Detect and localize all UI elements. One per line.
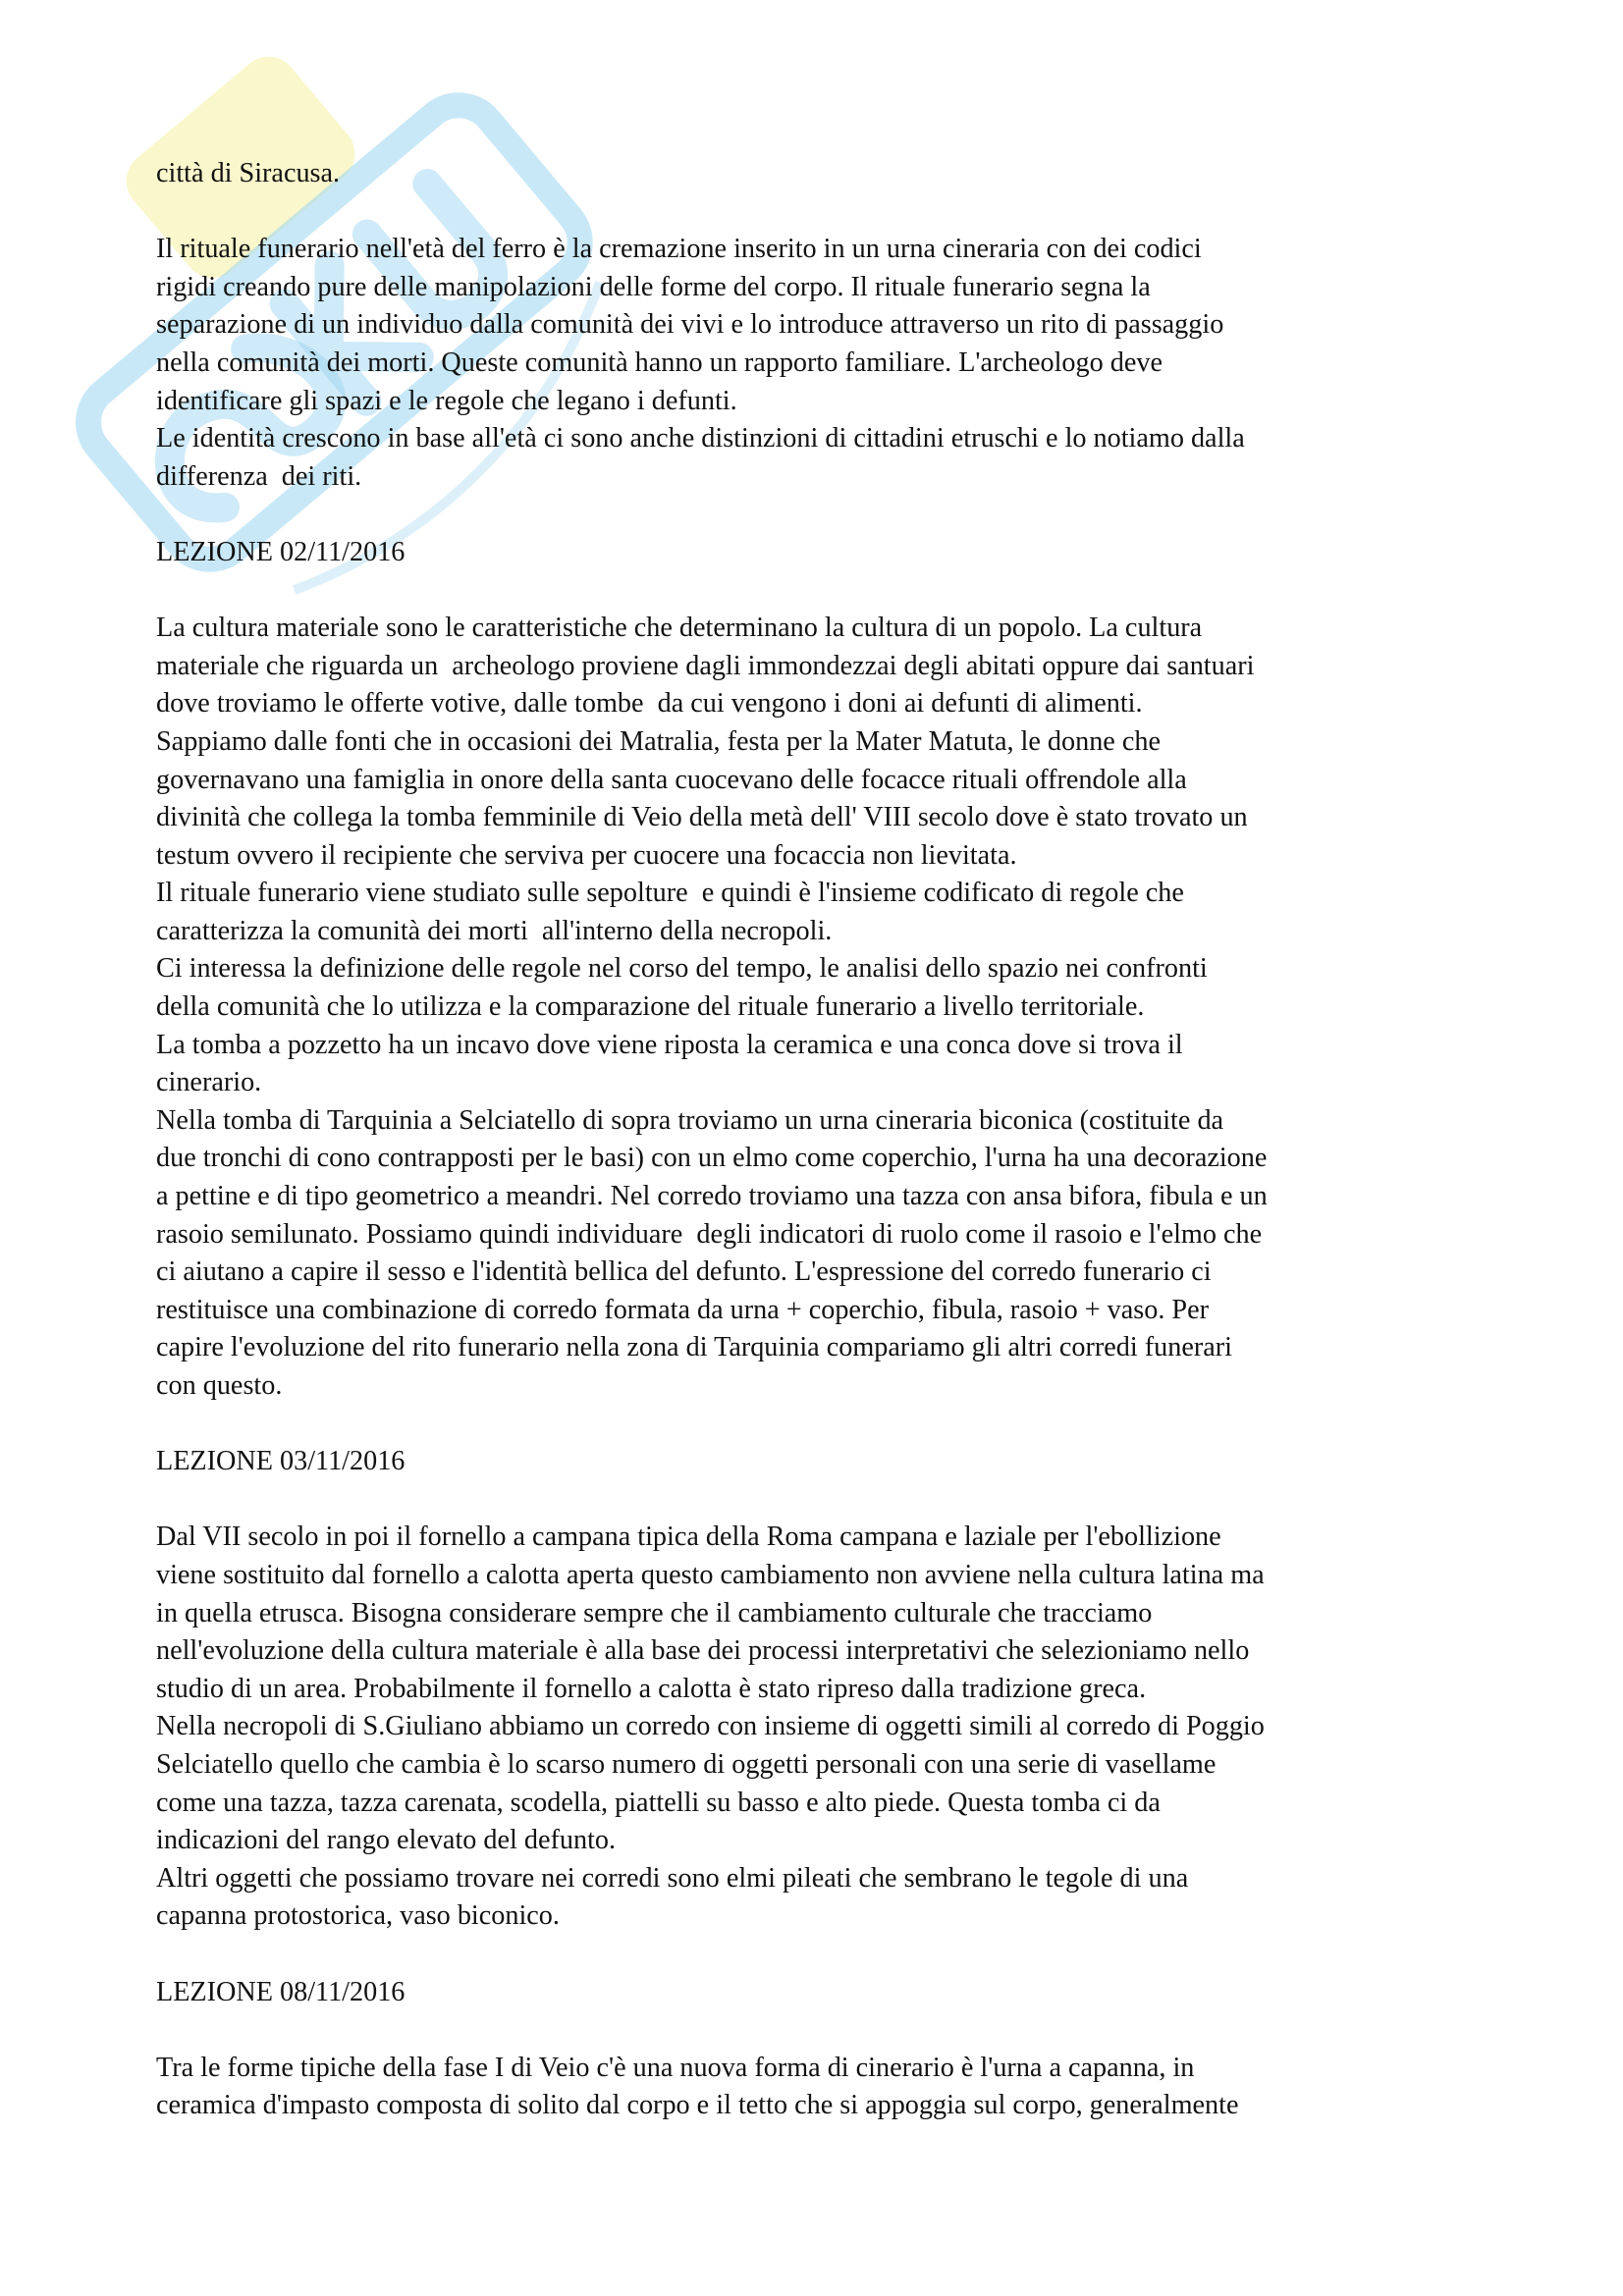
text-line: identificare gli spazi e le regole che legano i defunti.: [156, 385, 737, 416]
text-line: rigidi creando pure delle manipolazioni delle forme del corpo. Il rituale funerario segna la: [156, 271, 1151, 302]
text-line: governavano una famiglia in onore della santa cuocevano delle focacce rituali offrendole alla: [156, 764, 1187, 795]
lesson-heading-02-11: LEZIONE 02/11/2016: [156, 536, 406, 567]
text-line: studio di un area. Probabilmente il fornello a calotta è stato ripreso dalla tradizione greca.: [156, 1673, 1147, 1704]
paragraph-rituale-funerario: [156, 231, 1491, 496]
intro-paragraph: [156, 155, 1491, 193]
text-line: Altri oggetti che possiamo trovare nei corredi sono elmi pileati che sembrano le tegole di una: [156, 1862, 1189, 1894]
text-line: città di Siracusa.: [156, 158, 341, 188]
section-lesson-03-11: [156, 1519, 1491, 1936]
lesson-heading-08-11: LEZIONE 08/11/2016: [156, 1976, 406, 2007]
text-line: restituisce una combinazione di corredo formata da urna + coperchio, fibula, rasoio + vaso. Per: [156, 1294, 1210, 1325]
text-line: Le identità crescono in base all'età ci sono anche distinzioni di cittadini etruschi e lo notiamo dalla: [156, 423, 1245, 454]
document-body: [156, 155, 1491, 2125]
text-line: della comunità che lo utilizza e la comparazione del rituale funerario a livello territoriale.: [156, 991, 1145, 1023]
text-line: con questo.: [156, 1370, 283, 1401]
text-line: Il rituale funerario viene studiato sulle sepolture e quindi è l'insieme codificato di regole che: [156, 878, 1184, 909]
text-line: La tomba a pozzetto ha un incavo dove viene riposta la ceramica e una conca dove si trova il: [156, 1029, 1183, 1060]
text-line: nell'evoluzione della cultura materiale è alla base dei processi interpretativi che selezioniamo nello: [156, 1635, 1250, 1667]
text-line: Ci interessa la definizione delle regole nel corso del tempo, le analisi dello spazio nei confronti: [156, 953, 1208, 985]
text-line: capanna protostorica, vaso biconico.: [156, 1900, 560, 1932]
text-line: La cultura materiale sono le caratteristiche che determinano la cultura di un popolo. La cultura: [156, 613, 1203, 644]
text-line: separazione di un individuo dalla comunità dei vivi e lo introduce attraverso un rito di passaggio: [156, 309, 1224, 341]
text-line: nella comunità dei morti. Queste comunità hanno un rapporto familiare. L'archeologo deve: [156, 347, 1163, 378]
text-line: ceramica d'impasto composta di solito dal corpo e il tetto che si appoggia sul corpo, generalmente: [156, 2090, 1239, 2121]
text-line: dove troviamo le offerte votive, dalle tombe da cui vengono i doni ai defunti di alimenti.: [156, 688, 1143, 720]
text-line: Selciatello quello che cambia è lo scarso numero di oggetti personali con una serie di vasellame: [156, 1748, 1217, 1780]
section-lesson-08-11: [156, 2050, 1491, 2125]
text-line: Dal VII secolo in poi il fornello a campana tipica della Roma campana e laziale per l'ebollizione: [156, 1522, 1221, 1553]
text-line: viene sostituito dal fornello a calotta aperta questo cambiamento non avviene nella cultura latina ma: [156, 1559, 1265, 1590]
text-line: testum ovvero il recipiente che serviva per cuocere una focaccia non lievitata.: [156, 839, 1017, 871]
text-line: Sappiamo dalle fonti che in occasioni dei Matralia, festa per la Mater Matuta, le donne che: [156, 725, 1161, 757]
lesson-heading-03-11: LEZIONE 03/11/2016: [156, 1446, 406, 1477]
text-line: Il rituale funerario nell'età del ferro è la cremazione inserito in un urna cineraria con dei codici: [156, 234, 1202, 265]
text-line: capire l'evoluzione del rito funerario nella zona di Tarquinia compariamo gli altri corredi funerari: [156, 1332, 1232, 1363]
text-line: materiale che riguarda un archeologo proviene dagli immondezzai degli abitati oppure dai santuari: [156, 650, 1255, 681]
text-line: Tra le forme tipiche della fase I di Veio c'è una nuova forma di cinerario è l'urna a capanna, in: [156, 2052, 1195, 2083]
text-line: in quella etrusca. Bisogna considerare sempre che il cambiamento culturale che tracciamo: [156, 1597, 1153, 1629]
text-line: come una tazza, tazza carenata, scodella, piattelli su basso e alto piede. Questa tomba ci da: [156, 1787, 1161, 1818]
text-line: indicazioni del rango elevato del defunto.: [156, 1825, 617, 1856]
text-line: due tronchi di cono contrapposti per le basi) con un elmo come coperchio, l'urna ha una decorazione: [156, 1143, 1268, 1174]
text-line: differenza dei riti.: [156, 460, 362, 492]
text-line: divinità che collega la tomba femminile di Veio della metà dell' VIII secolo dove è stato trovato un: [156, 802, 1248, 833]
text-line: Nella necropoli di S.Giuliano abbiamo un corredo con insieme di oggetti simili al corredo di Poggio: [156, 1711, 1265, 1742]
text-line: rasoio semilunato. Possiamo quindi individuare degli indicatori di ruolo come il rasoio e l'elmo che: [156, 1218, 1263, 1250]
text-line: a pettine e di tipo geometrico a meandri. Nel corredo troviamo una tazza con ansa bifora, fibula e un: [156, 1181, 1268, 1212]
text-line: cinerario.: [156, 1067, 262, 1098]
text-line: ci aiutano a capire il sesso e l'identità bellica del defunto. L'espressione del corredo funerario ci: [156, 1256, 1212, 1288]
text-line: caratterizza la comunità dei morti all'interno della necropoli.: [156, 915, 833, 946]
section-lesson-02-11: [156, 610, 1491, 1405]
text-line: Nella tomba di Tarquinia a Selciatello di sopra troviamo un urna cineraria biconica (costituite da: [156, 1104, 1224, 1136]
